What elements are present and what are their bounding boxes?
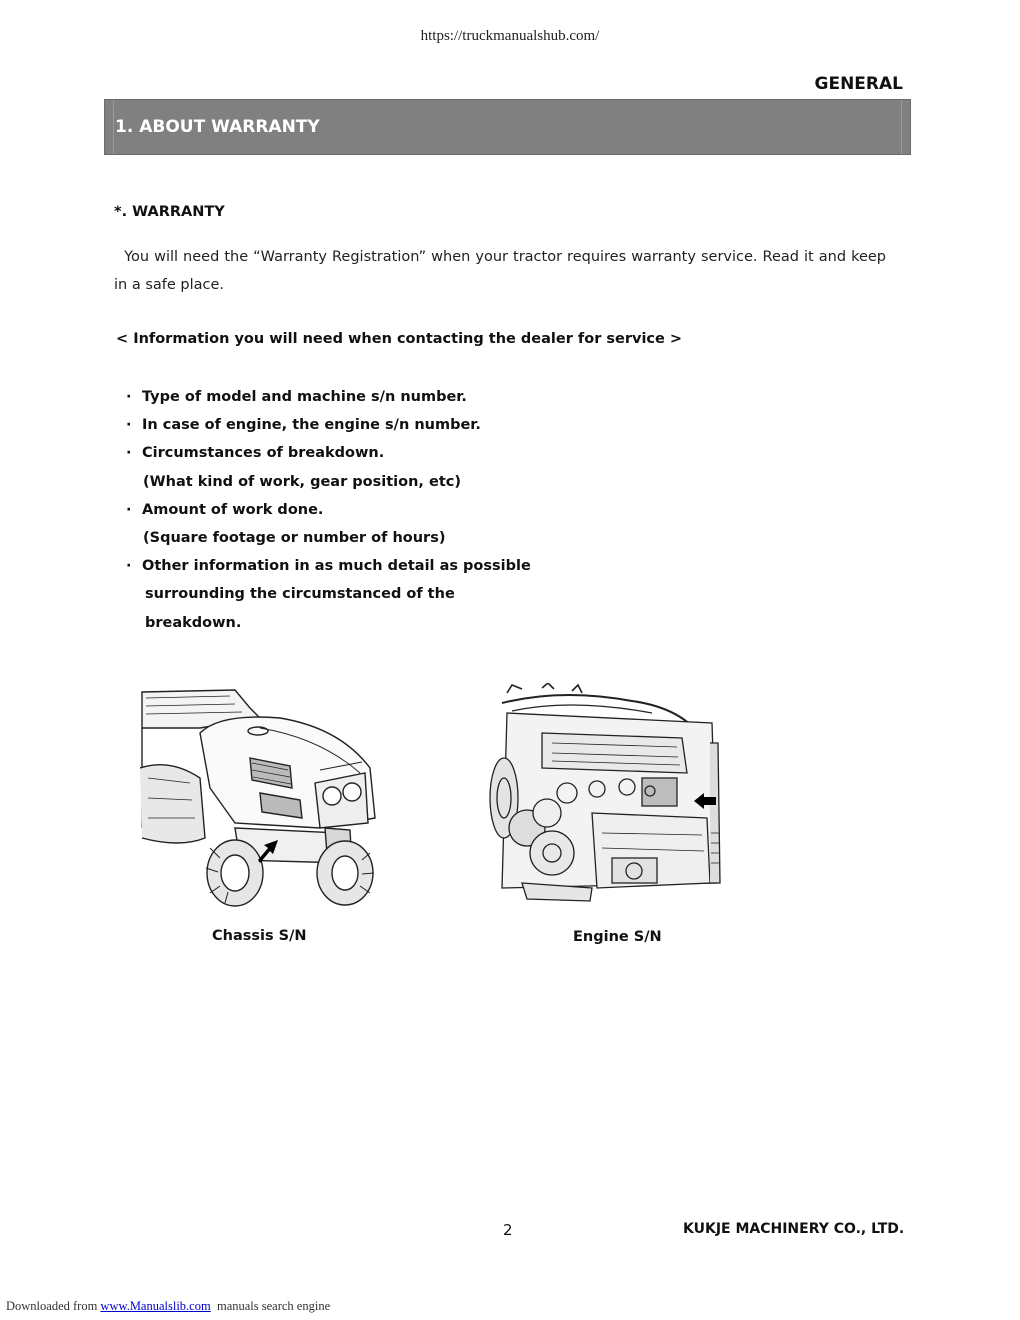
bullet-text: Other information in as much detail as possible [142, 558, 531, 575]
download-suffix: manuals search engine [216, 1299, 331, 1313]
bullet-continuation: (What kind of work, gear position, etc) [143, 473, 461, 490]
chassis-caption: Chassis S/N [212, 928, 307, 944]
bullet-continuation: surrounding the circumstanced of the [145, 586, 455, 603]
engine-illustration [482, 683, 727, 905]
bullet-dot: · [126, 501, 132, 518]
page-number: 2 [503, 1221, 513, 1239]
list-item [126, 411, 531, 439]
bullet-dot: · [126, 558, 132, 575]
warranty-heading: *. WARRANTY [114, 204, 225, 220]
section-banner [104, 99, 911, 155]
bullet-text: Circumstances of breakdown. [142, 445, 385, 462]
download-prefix: Downloaded from [6, 1299, 98, 1313]
section-label: GENERAL [814, 74, 903, 94]
bullet-text: In case of engine, the engine s/n number. [142, 417, 481, 434]
bullet-dot: · [126, 417, 132, 434]
bullet-text: Type of model and machine s/n number. [142, 389, 467, 405]
bullet-continuation: breakdown. [145, 614, 242, 631]
banner-rule-left [113, 100, 114, 154]
info-bullet-list [126, 383, 531, 637]
download-note [6, 1299, 330, 1314]
banner-rule-right [901, 100, 902, 154]
list-item [126, 439, 531, 467]
warranty-paragraph-text: You will need the “Warranty Registration” when your tractor requires warranty service. Read it and keep in a safe place. [114, 249, 886, 293]
manualslib-link[interactable]: www.Manualslib.com [100, 1299, 211, 1313]
info-heading: < Information you will need when contacting the dealer for service > [116, 331, 683, 347]
bullet-dot: · [126, 445, 132, 462]
warranty-paragraph [114, 243, 886, 299]
bullet-continuation: (Square footage or number of hours) [143, 530, 446, 547]
banner-title: 1. ABOUT WARRANTY [115, 117, 320, 137]
source-url: https://truckmanualshub.com/ [420, 28, 600, 44]
list-item [126, 383, 531, 411]
bullet-dot: · [126, 389, 132, 405]
tractor-illustration [140, 688, 385, 908]
bullet-text: Amount of work done. [142, 501, 324, 518]
engine-caption: Engine S/N [573, 929, 662, 945]
company-name: KUKJE MACHINERY CO., LTD. [683, 1221, 905, 1237]
list-item [126, 552, 531, 580]
list-item [126, 496, 531, 524]
